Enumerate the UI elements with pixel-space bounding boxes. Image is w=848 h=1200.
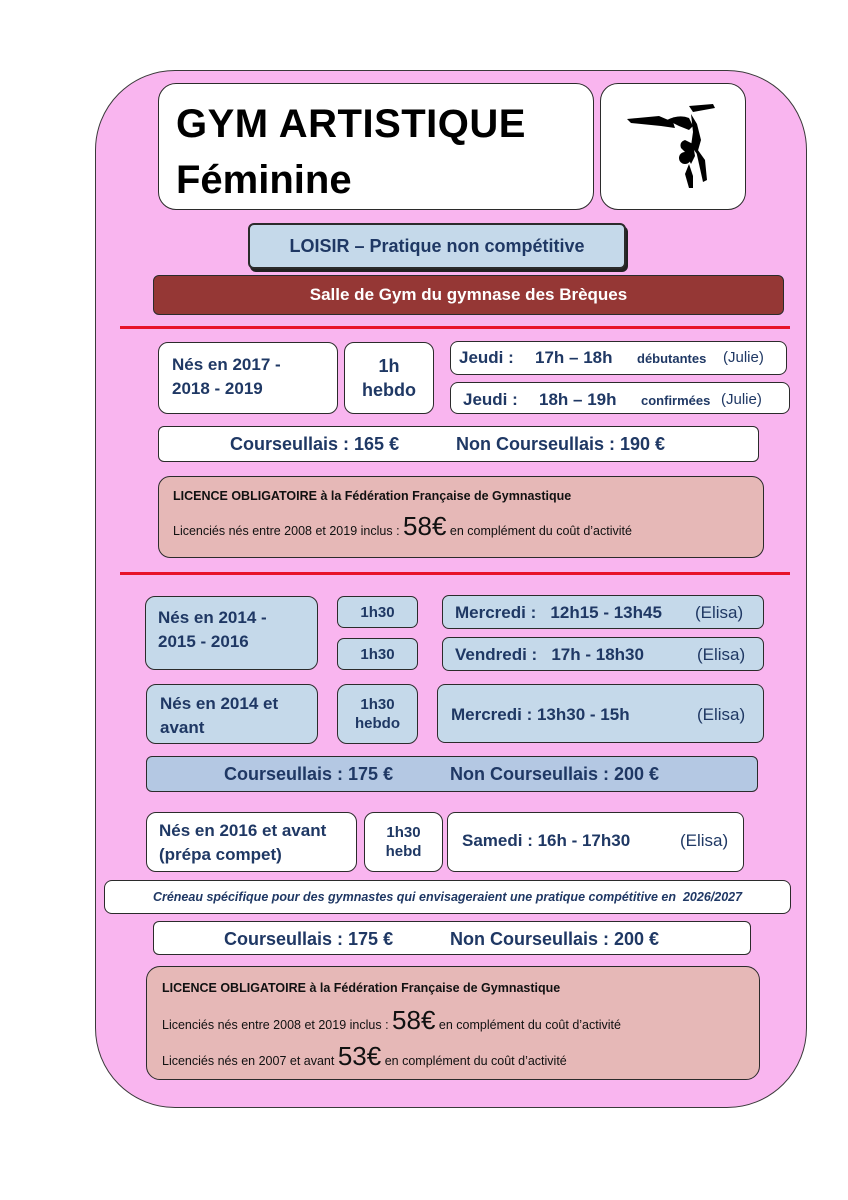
group1-price-local: Courseullais : 165 € xyxy=(230,434,400,454)
group4-slot-coach: (Elisa) xyxy=(680,831,729,850)
licence2-line1-post: en complément du coût d’activité xyxy=(438,1018,621,1032)
licence1-title: LICENCE OBLIGATOIRE à la Fédération Française de Gymnastique xyxy=(173,489,572,503)
group3-slot-text: Mercredi : 13h30 - 15h xyxy=(451,705,630,724)
group1-birth-years-text: Nés en 2017 - 2018 - 2019 xyxy=(172,355,281,398)
specific-note: Créneau spécifique pour des gymnastes qui envisageraient une pratique compétitive en 2026/2027 xyxy=(152,890,743,904)
licence2-line2 xyxy=(162,1041,567,1072)
group2-duration1 xyxy=(337,596,418,628)
group1-slot2-day: Jeudi : xyxy=(463,390,518,409)
licence1-line1-amount: 58€ xyxy=(403,511,447,541)
group2-duration2 xyxy=(337,638,418,670)
group3-slot-coach: (Elisa) xyxy=(697,705,746,724)
group1-slot1-time: 17h – 18h xyxy=(535,348,613,367)
title-line1: GYM ARTISTIQUE xyxy=(176,102,526,146)
licence1-box xyxy=(158,476,764,558)
licence2-line1-pre: Licenciés nés entre 2008 et 2019 inclus : xyxy=(162,1018,389,1032)
licence2-line1 xyxy=(162,1005,621,1036)
venue-banner xyxy=(153,275,784,315)
licence2-line1-amount: 58€ xyxy=(392,1005,436,1035)
title-box xyxy=(158,83,594,210)
group3-birth-years xyxy=(146,684,318,744)
venue-label: Salle de Gym du gymnase des Brèques xyxy=(309,285,628,304)
group1-duration xyxy=(344,342,434,414)
licence1-line1 xyxy=(173,511,632,542)
group4-birth-years xyxy=(146,812,357,872)
group2-birth-years xyxy=(145,596,318,670)
licence2-box xyxy=(146,966,760,1080)
price3-other: Non Courseullais : 200 € xyxy=(450,929,660,949)
group2-birth-years-text: Nés en 2014 - 2015 - 2016 xyxy=(158,608,267,651)
group2-3-price-bar xyxy=(146,756,758,792)
loisir-label: LOISIR – Pratique non compétitive xyxy=(289,235,585,256)
group4-duration xyxy=(364,812,443,872)
group2-slot2-coach: (Elisa) xyxy=(697,645,746,664)
group1-slot2 xyxy=(450,382,790,414)
group3-birth-years-text: Nés en 2014 et avant xyxy=(160,694,279,737)
group2-duration2-text: 1h30 xyxy=(360,645,395,663)
group1-slot2-level: confirmées xyxy=(641,393,711,408)
title-line2: Féminine xyxy=(176,158,352,202)
price2-other: Non Courseullais : 200 € xyxy=(450,764,660,784)
gymnast-silhouette-icon xyxy=(601,84,747,211)
group4-duration-text: 1h30 hebd xyxy=(385,824,422,860)
group1-duration-text: 1h hebdo xyxy=(362,356,416,400)
licence2-title: LICENCE OBLIGATOIRE à la Fédération Française de Gymnastique xyxy=(162,981,561,995)
price3-local: Courseullais : 175 € xyxy=(224,929,394,949)
licence2-line2-post: en complément du coût d’activité xyxy=(384,1054,567,1068)
group3-slot xyxy=(437,684,764,743)
group2-slot1-text: Mercredi : 12h15 - 13h45 xyxy=(455,603,662,622)
specific-note-box xyxy=(104,880,791,914)
loisir-badge xyxy=(248,223,626,269)
group4-birth-years-text: Nés en 2016 et avant (prépa compet) xyxy=(159,821,327,864)
group1-birth-years xyxy=(158,342,338,414)
group2-slot1-coach: (Elisa) xyxy=(695,603,744,622)
section-divider xyxy=(120,572,790,575)
group2-slot1 xyxy=(442,595,764,629)
group1-slot1-day: Jeudi : xyxy=(459,348,514,367)
group1-slot2-coach: (Julie) xyxy=(721,391,762,408)
licence2-line2-pre: Licenciés nés en 2007 et avant xyxy=(162,1054,335,1068)
group2-duration1-text: 1h30 xyxy=(360,603,395,621)
group4-slot-text: Samedi : 16h - 17h30 xyxy=(462,831,631,850)
group4-slot xyxy=(447,812,744,872)
licence2-line2-amount: 53€ xyxy=(337,1041,382,1071)
group1-slot1-coach: (Julie) xyxy=(723,349,764,366)
group1-slot1 xyxy=(450,341,787,375)
group1-slot2-time: 18h – 19h xyxy=(539,390,617,409)
logo-box xyxy=(600,83,746,210)
licence1-line1-pre: Licenciés nés entre 2008 et 2019 inclus : xyxy=(173,524,400,538)
group1-price-other: Non Courseullais : 190 € xyxy=(456,434,666,454)
price2-local: Courseullais : 175 € xyxy=(224,764,394,784)
group4-price-bar xyxy=(153,921,751,955)
group3-duration-text: 1h30 hebdo xyxy=(355,696,400,732)
licence1-line1-post: en complément du coût d’activité xyxy=(449,524,632,538)
group3-duration xyxy=(337,684,418,744)
section-divider xyxy=(120,326,790,329)
group2-slot2 xyxy=(442,637,764,671)
group1-price-bar xyxy=(158,426,759,462)
group1-slot1-level: débutantes xyxy=(637,351,707,366)
group2-slot2-text: Vendredi : 17h - 18h30 xyxy=(455,645,644,664)
